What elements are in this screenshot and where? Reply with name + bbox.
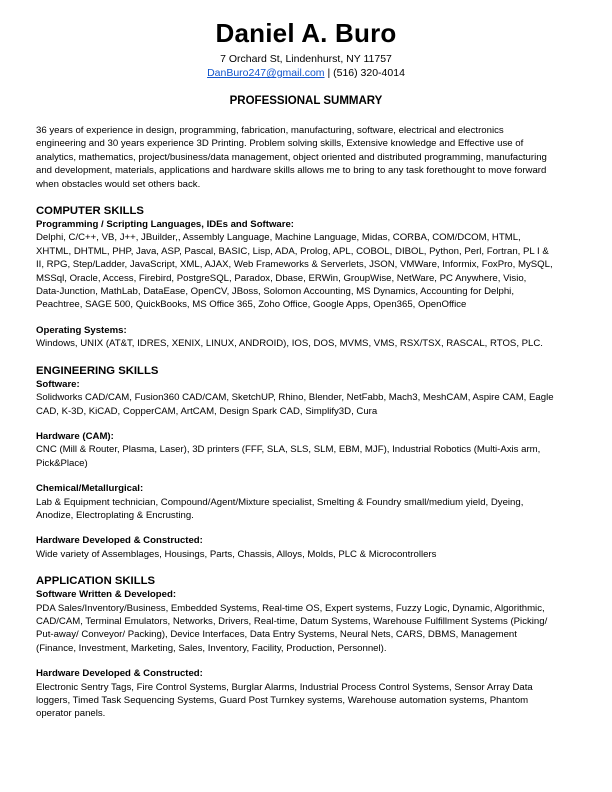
skill-line: Anodize, Electroplating & Encrusting.: [36, 509, 194, 521]
separator: |: [324, 67, 334, 79]
summary-line: 36 years of experience in design, programming, fabrication, manufacturing, software, electrical and electronics: [36, 125, 504, 136]
subsection-title: Operating Systems:: [36, 324, 127, 336]
skills-sections: [36, 204, 581, 721]
skill-line: (Finance, Investment, Marketing, Sales, Inventory, Facility, Production, Personnel).: [36, 642, 387, 654]
skill-line: MSSql, Oracle, Access, Firebird, PostgreSQL, Paradox, Dbase, ERWin, GroupWise, NetWare, PC Anywhere, Visio,: [36, 272, 527, 284]
skill-line: Delphi, C/C++, VB, J++, JBuilder,, Assembly Language, Machine Language, Midas, CORBA, COM/DCOM, HTML,: [36, 232, 521, 244]
subsection-title: Hardware Developed & Constructed:: [36, 668, 203, 680]
subsection-title: Chemical/Metallurgical:: [36, 483, 144, 495]
skill-line: Data-Junction, MathLab, DataEase, OpenCV, JBoss, Solomon Accounting, MS Dynamics, Accounting for Delphi,: [36, 286, 514, 298]
skill-line: operator panels.: [36, 708, 106, 720]
summary-line: engineering and 30 years experience 3D Printing. Problem solving skills, Extensive knowledge and Effective use of: [36, 138, 524, 150]
skill-line: CAD, K-3D, KiCAD, CopperCAM, ArtCAM, Design Spark CAD, Simplify3D, Cura: [36, 405, 378, 417]
skill-line: Wide variety of Assemblages, Housings, Parts, Chassis, Alloys, Molds, PLC & Microcontrollers: [36, 548, 437, 560]
address: 7 Orchard St, Lindenhurst, NY 11757: [220, 53, 392, 65]
section-heading: APPLICATION SKILLS: [36, 575, 156, 588]
skill-line: Electronic Sentry Tags, Fire Control Systems, Burglar Alarms, Industrial Process Control Systems, Sensor Array Data: [36, 681, 533, 693]
summary-line: and development, materials, applications and hardware skills allows me to bring to any task forethought to move forward: [36, 165, 547, 177]
skill-line: Solidworks CAD/CAM, Fusion360 CAD/CAM, SketchUP, Rhino, Blender, NetFabb, Mach3, MeshCAM, Aspire CAM, Eagle: [36, 392, 554, 404]
skill-line: PDA Sales/Inventory/Business, Embedded Systems, Real-time OS, Expert systems, Fuzzy Logic, Dynamic, Algorithmic,: [36, 602, 545, 614]
skills-section: [36, 364, 581, 561]
section-heading: ENGINEERING SKILLS: [36, 364, 159, 377]
skill-line: CAD/CAM, Terminal Emulators, Networks, Drivers, Real-time, Datum Systems, Warehouse Fulfillment Systems (Picking/: [36, 615, 548, 627]
section-heading: COMPUTER SKILLS: [36, 205, 144, 218]
subsection-title: Software Written & Developed:: [36, 589, 177, 601]
skills-section: [36, 574, 581, 721]
subsection-title: Software:: [36, 378, 80, 390]
skills-section: [36, 204, 581, 351]
email-link[interactable]: DanBuro247@gmail.com: [207, 67, 325, 79]
contact-line: [0, 67, 612, 79]
phone: (516) 320-4014: [333, 67, 405, 79]
resume-body: [36, 124, 581, 721]
summary-paragraph: [36, 124, 581, 191]
skill-line: XHTML, DHTML, PHP, Java, ASP, Pascal, BASIC, Lisp, ADA, Prolog, APL, COBOL, DIBOL, Python, Perl, Fortran, PL I &: [36, 245, 549, 257]
subsection-title: Hardware Developed & Constructed:: [36, 535, 203, 547]
skill-line: CNC (Mill & Router, Plasma, Laser), 3D printers (FFF, SLA, SLS, SLM, EBM, MJF), Industrial Robotics (Multi-Axis arm,: [36, 444, 541, 456]
skill-line: Peachtree, SAGE 500, QuickBooks, MS Office 365, Zoho Office, Google Apps, Open365, OpenOffice: [36, 299, 467, 311]
summary-line: when obstacles would set others back.: [36, 178, 201, 190]
candidate-name: Daniel A. Buro: [215, 18, 397, 48]
summary-line: analytics, mathematics, project/business/data management, object oriented and distributed programming, manufacturing: [36, 151, 547, 163]
subsection-title: Hardware (CAM):: [36, 430, 114, 442]
skill-line: Put-away/ Conveyor/ Packing), Device Interfaces, Data Entry Systems, Neural Nets, CARS, DBMS, Management: [36, 629, 517, 641]
skill-line: loggers, Timed Task Sequencing Systems, Guard Post Turnkey systems, Warehouse automation systems, Phantom: [36, 695, 529, 706]
subsection-title: Programming / Scripting Languages, IDEs and Software:: [36, 219, 295, 231]
skill-line: Windows, UNIX (AT&T, IDRES, XENIX, LINUX, ANDROID), IOS, DOS, MVMS, VMS, RSX/TSX, RASCAL, RTOS, PLC.: [36, 338, 543, 350]
summary-heading: PROFESSIONAL SUMMARY: [229, 95, 383, 107]
skill-line: Pick&Place): [36, 457, 88, 469]
skill-line: II, RPG, Step/Ladder, JavaScript, XML, AJAX, Web Frameworks & Serverlets, JSON, VMWare, Informix, FoxPro, MySQL,: [36, 259, 553, 271]
skill-line: Lab & Equipment technician, Compound/Agent/Mixture specialist, Smelting & Foundry small/medium yield, Dyeing,: [36, 496, 524, 508]
